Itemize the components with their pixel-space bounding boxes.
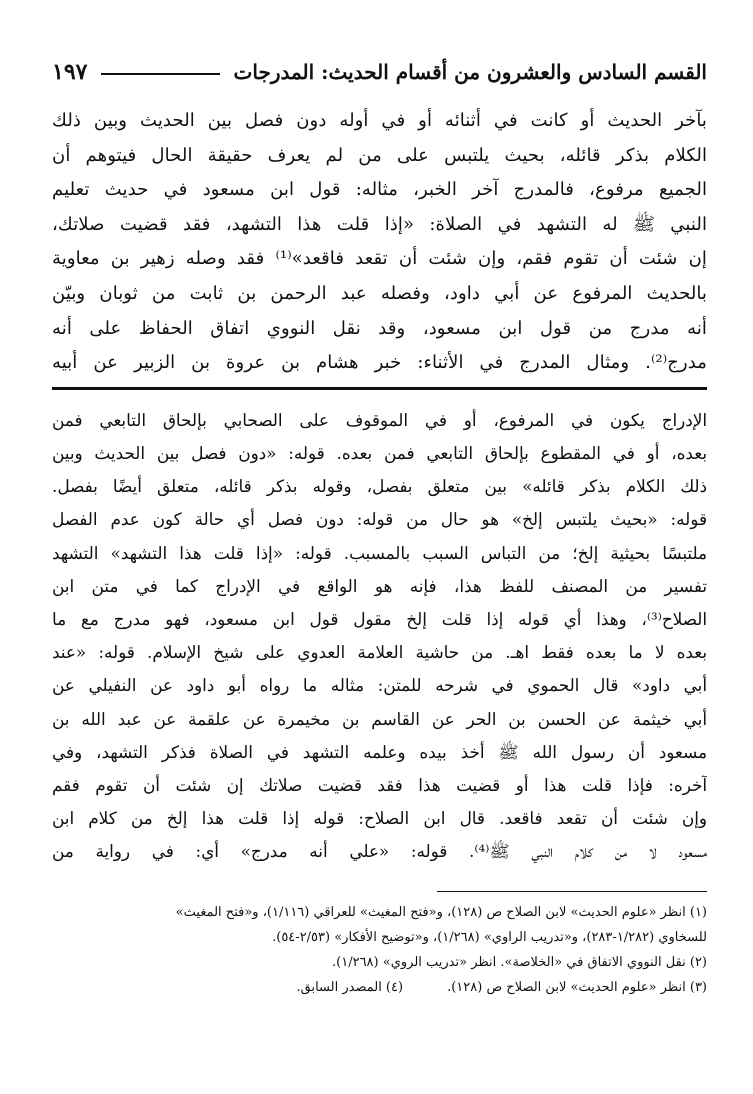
main-text-line: أنه مدرج من قول ابن مسعود، وقد نقل النووي اتفاق الحفاظ على أنه — [52, 317, 707, 339]
footnotes — [52, 900, 707, 1000]
main-text-line: إن شئت أن تقوم فقم، وإن شئت أن تقعد فاقعد»⁽¹⁾ فقد وصله زهير بن معاوية — [52, 248, 707, 270]
book-page — [52, 50, 707, 1000]
commentary-line: ذلك الكلام بذكر قائله» بين متعلق بفصل، وقوله بذكر قائله، متعلق أيضًا بفصل. — [52, 476, 707, 497]
footnote-4: (٤) المصدر السابق. — [296, 979, 404, 995]
header-rule — [101, 73, 219, 75]
footnote-1-line-2: للسخاوي (١/٢٨٢-٢٨٣)، و«تدريب الراوي» (١/٢٦٨)، و«توضيح الأفكار» (٢/٥٣-٥٤). — [272, 929, 707, 945]
commentary-line: ملتبسًا بحيثية إلخ؛ من التباس السبب بالمسبب. قوله: «إذا قلت هذا التشهد» التشهد — [52, 542, 707, 563]
commentary-line: وإن شئت أن تقعد فاقعد. قال ابن الصلاح: قوله إذا قلت هذا إلخ من كلام ابن — [52, 808, 707, 829]
section-divider — [52, 387, 707, 390]
footnote-rule — [437, 891, 707, 892]
footnote-3: (٣) انظر «علوم الحديث» لابن الصلاح ص (١٢٨). — [447, 979, 707, 995]
commentary-line: أبي خيثمة عن الحسن بن الحر عن القاسم بن مخيمرة عن علقمة عن عبد الله بن — [52, 708, 707, 729]
chapter-title: القسم السادس والعشرون من أقسام الحديث: المدرجات — [233, 60, 707, 84]
running-header — [52, 50, 707, 94]
commentary-line: أبي داود» قال الحموي في شرحه للمتن: مثاله ما رواه أبو داود عن النفيلي عن — [52, 675, 707, 696]
commentary-line: قوله: «بحيث يلتبس إلخ» هو حال من قوله: دون فصل أي حالة كون عدم الفصل — [52, 509, 707, 530]
main-text-line: الجميع مرفوع، فالمدرج آخر الخبر، مثاله: قول ابن مسعود في حديث تعليم — [52, 179, 707, 201]
commentary-line: آخره: فإذا قلت هذا أو قضيت هذا فقد قضيت صلاتك إن شئت أن تقوم فقم — [52, 774, 707, 795]
commentary-line: بعده لا ما بعده فقط اهـ. من حاشية العلامة العدوي على شيخ الإسلام. قوله: «عند — [52, 642, 707, 663]
commentary-line: الصلاح⁽³⁾، وهذا أي قوله إذا قلت إلخ مقول قول ابن مسعود، فهو مدرج مع ما — [52, 608, 707, 629]
commentary-text — [52, 404, 707, 869]
commentary-line: تفسير من المصنف للفظ هذا، فإنه هو الواقع في الإدراج كما في متن ابن — [52, 575, 707, 596]
footnote-2: (٢) نقل النووي الاتفاق في «الخلاصة». انظر «تدريب الروي» (١/٢٦٨). — [332, 954, 707, 970]
commentary-line: مسعود لا من كلام النبي ﷺ⁽⁴⁾. قوله: «علي أنه مدرج» أي: في رواية من — [52, 841, 707, 862]
footnote-row — [52, 975, 707, 1000]
main-text — [52, 104, 707, 381]
footnote-1-line-1: (١) انظر «علوم الحديث» لابن الصلاح ص (١٢٨)، و«فتح المغيث» للعراقي (١/١١٦)، و«فتح المغيث» — [175, 904, 707, 920]
main-text-line: مدرج⁽²⁾. ومثال المدرج في الأثناء: خبر هشام بن عروة بن الزبير عن أبيه — [52, 352, 707, 374]
main-text-line: الكلام بذكر قائله، بحيث يلتبس على من لم يعرف حقيقة الحال فيتوهم أن — [52, 144, 707, 166]
commentary-line: مسعود أن رسول الله ﷺ أخذ بيده وعلمه التشهد في الصلاة فذكر التشهد، وفي — [52, 741, 707, 762]
main-text-line: بآخر الحديث أو كانت في أثنائه أو في أوله دون فصل بين الحديث وبين ذلك — [52, 110, 707, 131]
commentary-line: بعده، أو في المقطوع بإلحاق التابعي فمن بعده. قوله: «دون فصل بين الحديث وبين — [52, 442, 707, 463]
commentary-line: الإدراج يكون في المرفوع، أو في الموقوف على الصحابي بإلحاق التابعي فمن — [52, 409, 707, 430]
main-text-line: بالحديث المرفوع عن أبي داود، وفصله عبد الرحمن بن ثابت من ثوبان وبيّن — [52, 282, 707, 304]
main-text-line: النبي ﷺ له التشهد في الصلاة: «إذا قلت هذا التشهد، فقد قضيت صلاتك، — [52, 213, 707, 235]
page-number: ١٩٧ — [52, 59, 88, 85]
